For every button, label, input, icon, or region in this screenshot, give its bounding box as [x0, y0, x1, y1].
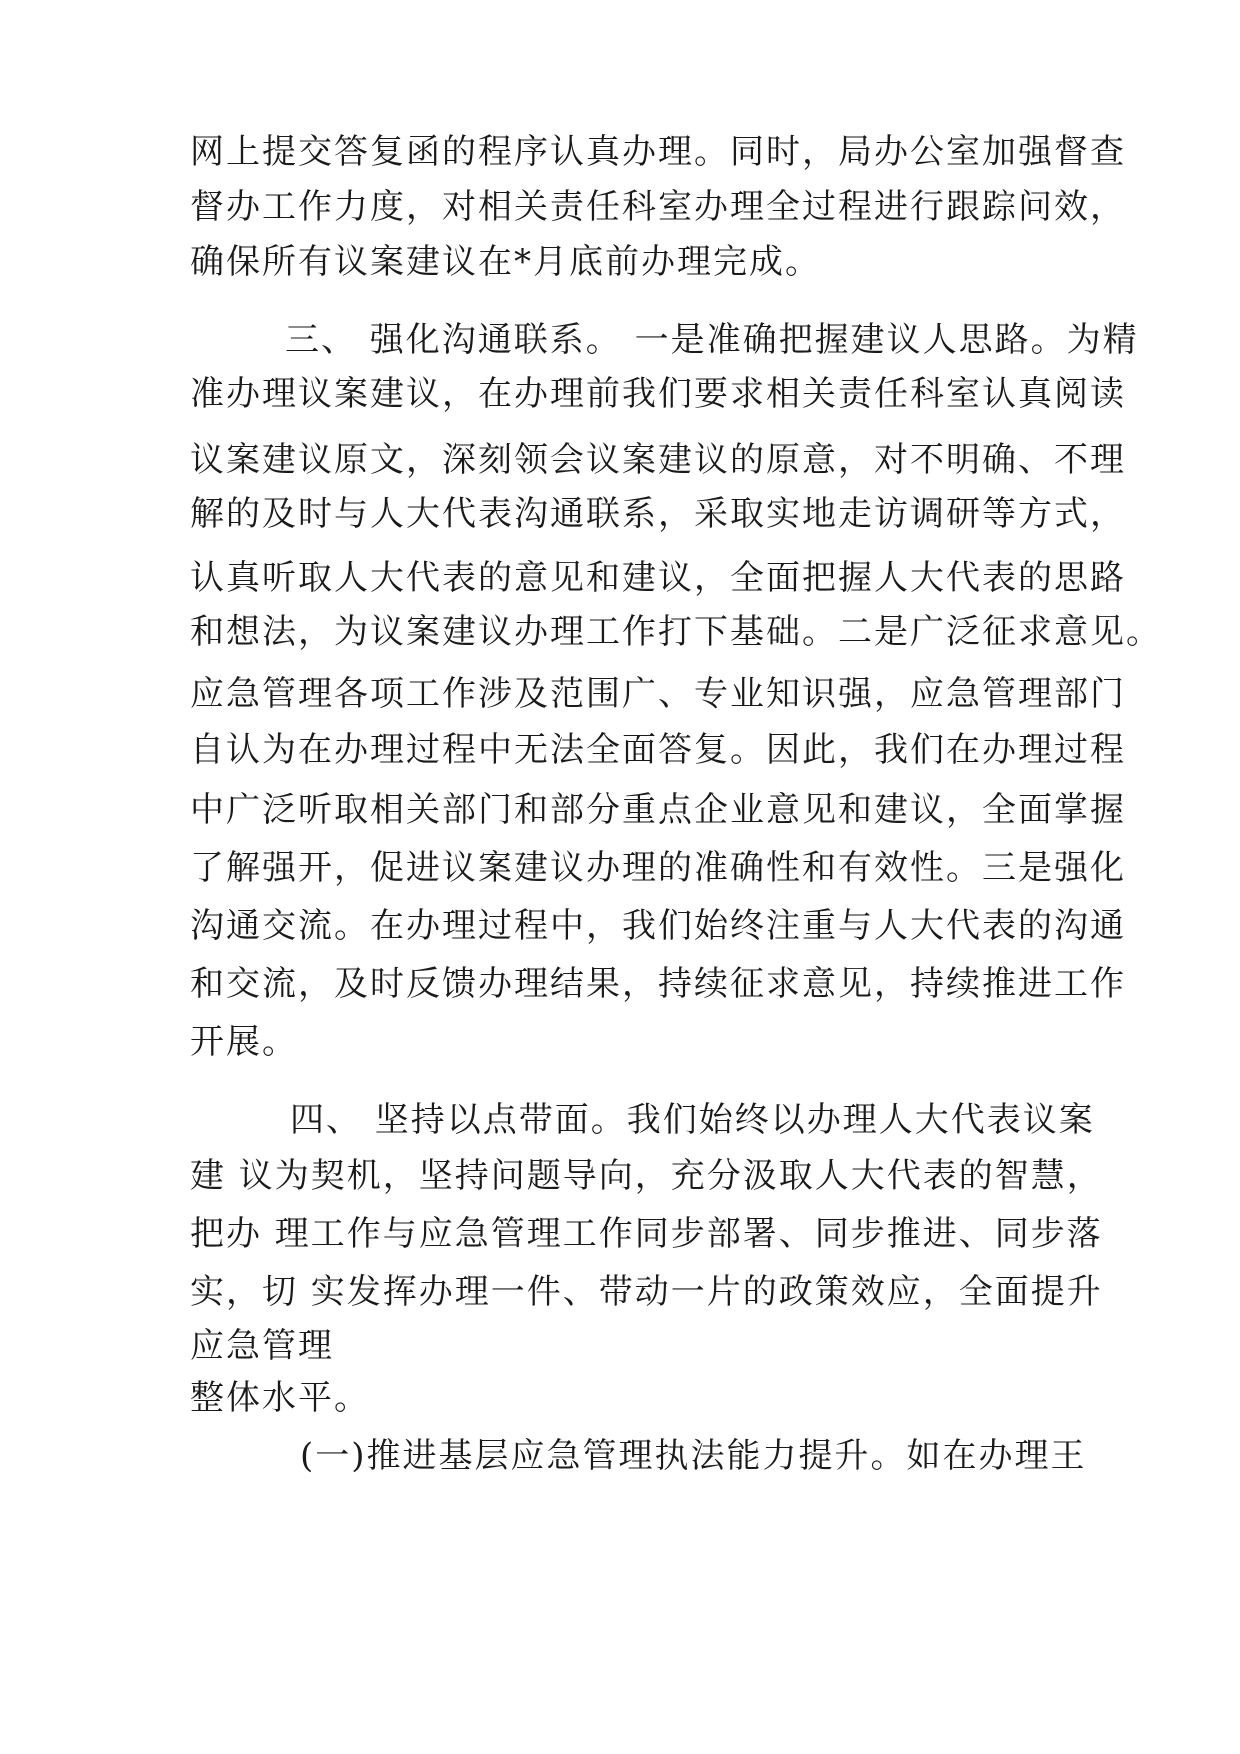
- text-line: 和交流，及时反馈办理结果，持续征求意见，持续推进工作: [190, 964, 1126, 1004]
- text-line: 自认为在办理过程中无法全面答复。因此，我们在办理过程: [190, 730, 1126, 770]
- text-line: 准办理议案建议，在办理前我们要求相关责任科室认真阅读: [190, 374, 1126, 414]
- text-line: 应急管理各项工作涉及范围广、专业知识强，应急管理部门: [190, 674, 1126, 714]
- section-four-heading-line: 四、 坚持以点带面。我们始终以办理人大代表议案: [290, 1100, 1095, 1140]
- text-line: 开展。: [190, 1022, 298, 1062]
- text-line: 议案建议原文，深刻领会议案建议的原意，对不明确、不理: [190, 440, 1126, 480]
- text-line: 解的及时与人大代表沟通联系，采取实地走访调研等方式，: [190, 494, 1126, 534]
- text-line: 和想法，为议案建议办理工作打下基础。二是广泛征求意见。: [190, 612, 1162, 652]
- text-line: 建 议为契机，坚持问题导向，充分汲取人大代表的智慧，: [190, 1156, 1103, 1196]
- text-line: 应急管理: [190, 1326, 334, 1366]
- section-three-heading-line: 三、 强化沟通联系。 一是准确把握建议人思路。为精: [285, 320, 1139, 360]
- text-line: 沟通交流。在办理过程中，我们始终注重与人大代表的沟通: [190, 906, 1126, 946]
- text-line: 认真听取人大代表的意见和建议，全面把握人大代表的思路: [190, 558, 1126, 598]
- text-line: 网上提交答复函的程序认真办理。同时，局办公室加强督查: [190, 132, 1126, 172]
- text-line: 了解强开，促进议案建议办理的准确性和有效性。三是强化: [190, 848, 1126, 888]
- subsection-heading-line: (一)推进基层应急管理执法能力提升。如在办理王: [300, 1436, 1087, 1476]
- text-line: 整体水平。: [190, 1378, 370, 1418]
- text-line: 中广泛听取相关部门和部分重点企业意见和建议，全面掌握: [190, 790, 1126, 830]
- text-line: 把办 理工作与应急管理工作同步部署、同步推进、同步落: [190, 1214, 1103, 1254]
- text-line: 督办工作力度，对相关责任科室办理全过程进行跟踪问效，: [190, 187, 1126, 227]
- text-line: 确保所有议案建议在*月底前办理完成。: [190, 242, 821, 282]
- text-line: 实，切 实发挥办理一件、带动一片的政策效应，全面提升: [190, 1272, 1103, 1312]
